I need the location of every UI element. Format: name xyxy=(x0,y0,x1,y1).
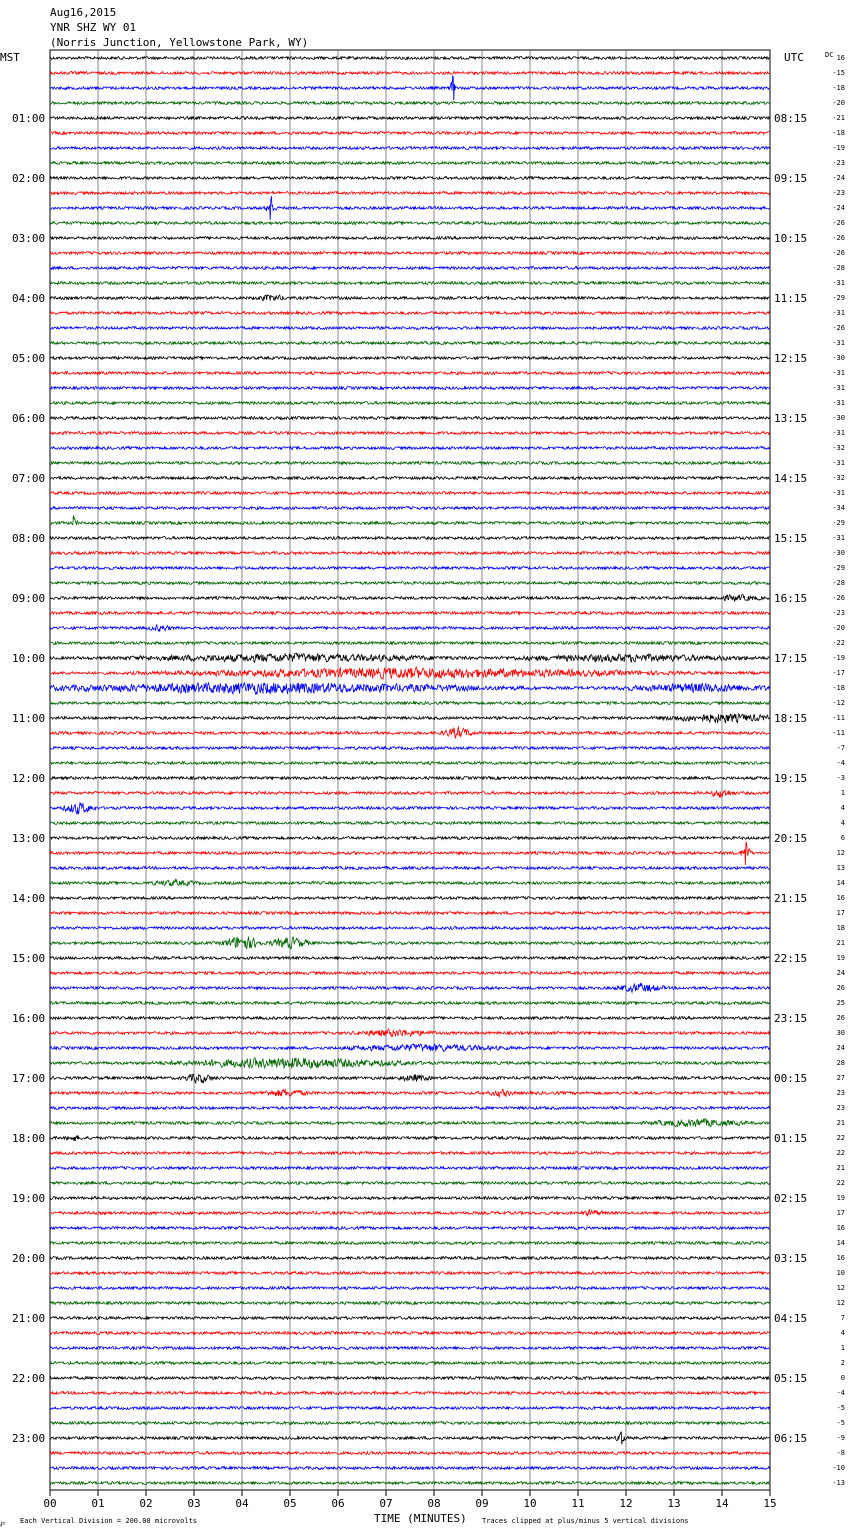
x-tick-label: 07 xyxy=(379,1497,393,1510)
x-tick-label: 00 xyxy=(43,1497,57,1510)
dc-offset-value: -26 xyxy=(832,594,845,602)
seismic-trace xyxy=(50,1210,769,1216)
right-time-label: 11:15 xyxy=(774,292,808,305)
seismic-trace xyxy=(50,1466,769,1469)
dc-offset-value: -32 xyxy=(832,474,845,482)
dc-offset-value: -21 xyxy=(832,114,845,122)
seismic-trace xyxy=(50,177,769,180)
seismic-trace xyxy=(50,612,769,615)
seismic-trace xyxy=(50,747,769,750)
seismic-trace xyxy=(50,461,769,464)
seismic-trace xyxy=(50,416,769,419)
dc-offset-value: 23 xyxy=(836,1104,845,1112)
seismic-trace xyxy=(50,1317,769,1320)
dc-offset-value: 13 xyxy=(836,864,845,872)
seismic-trace xyxy=(50,837,769,840)
seismic-trace xyxy=(50,714,769,723)
left-time-label: 14:00 xyxy=(12,892,46,905)
seismic-trace xyxy=(50,1074,769,1083)
left-time-label: 02:00 xyxy=(12,172,46,185)
seismic-trace xyxy=(50,447,769,450)
seismic-trace xyxy=(50,1272,769,1275)
dc-offset-value: 22 xyxy=(836,1149,845,1157)
dc-offset-value: 12 xyxy=(836,1299,845,1307)
dc-offset-value: -19 xyxy=(832,144,845,152)
x-tick-label: 02 xyxy=(139,1497,153,1510)
dc-offset-value: -5 xyxy=(836,1419,845,1427)
dc-offset-value: 23 xyxy=(836,1089,845,1097)
dc-offset-value: -17 xyxy=(832,669,845,677)
seismic-trace xyxy=(50,1167,769,1170)
seismic-trace xyxy=(50,492,769,495)
chart-station: YNR SHZ WY 01 xyxy=(50,21,137,34)
seismic-trace xyxy=(50,1182,769,1185)
dc-offset-value: -11 xyxy=(832,714,845,722)
dc-offset-value: -30 xyxy=(832,354,845,362)
corner-mark: ℘ xyxy=(0,1519,5,1527)
dc-offset-value: -11 xyxy=(832,729,845,737)
seismic-trace xyxy=(50,1452,769,1455)
seismic-trace xyxy=(50,1347,769,1350)
x-tick-label: 15 xyxy=(763,1497,777,1510)
right-time-label: 06:15 xyxy=(774,1432,808,1445)
left-time-label: 13:00 xyxy=(12,832,46,845)
dc-offset-value: 14 xyxy=(836,879,845,887)
seismic-trace xyxy=(50,515,769,525)
right-time-label: 01:15 xyxy=(774,1132,808,1145)
seismic-trace xyxy=(50,76,769,100)
dc-offset-value: -31 xyxy=(832,534,845,542)
seismic-trace xyxy=(50,957,769,960)
dc-offset-value: 16 xyxy=(836,894,845,902)
dc-offset-value: -4 xyxy=(836,1389,845,1397)
dc-offset-value: -20 xyxy=(832,624,845,632)
dc-offset-value: 14 xyxy=(836,1239,845,1247)
right-time-label: 02:15 xyxy=(774,1192,808,1205)
dc-offset-value: -15 xyxy=(832,69,845,77)
seismic-trace xyxy=(50,927,769,930)
seismic-trace xyxy=(50,866,769,869)
seismic-trace xyxy=(50,267,769,270)
seismic-trace xyxy=(50,842,769,865)
seismic-trace xyxy=(50,196,769,220)
dc-offset-value: -9 xyxy=(836,1434,845,1442)
right-time-label: 22:15 xyxy=(774,952,808,965)
seismic-trace xyxy=(50,1029,769,1036)
dc-offset-value: -26 xyxy=(832,219,845,227)
x-tick-label: 12 xyxy=(619,1497,633,1510)
chart-location: (Norris Junction, Yellowstone Park, WY) xyxy=(50,36,309,49)
seismic-trace xyxy=(50,1089,769,1097)
dc-offset-value: -31 xyxy=(832,384,845,392)
dc-offset-value: 1 xyxy=(840,789,845,797)
dc-offset-value: 16 xyxy=(836,54,845,62)
seismic-trace xyxy=(50,72,769,75)
seismic-trace xyxy=(50,595,769,602)
dc-offset-value: -29 xyxy=(832,519,845,527)
seismic-trace xyxy=(50,357,769,360)
dc-offset-value: 18 xyxy=(836,924,845,932)
dc-offset-value: 2 xyxy=(840,1359,845,1367)
seismic-trace xyxy=(50,702,769,705)
right-time-label: 23:15 xyxy=(774,1012,808,1025)
dc-offset-value: -5 xyxy=(836,1404,845,1412)
left-time-label: 04:00 xyxy=(12,292,46,305)
seismic-trace xyxy=(50,1432,769,1444)
right-time-label: 19:15 xyxy=(774,772,808,785)
dc-offset-value: -28 xyxy=(832,264,845,272)
dc-offset-value: -18 xyxy=(832,129,845,137)
dc-offset-value: -13 xyxy=(832,1479,845,1487)
seismic-trace xyxy=(50,937,769,950)
x-tick-label: 03 xyxy=(187,1497,201,1510)
seismic-trace xyxy=(50,682,769,694)
dc-offset-value: 1 xyxy=(840,1344,845,1352)
right-time-label: 21:15 xyxy=(774,892,808,905)
plot-frame xyxy=(50,50,770,1490)
left-timezone-label: MST xyxy=(0,51,20,64)
seismic-trace xyxy=(50,642,769,645)
dc-offset-value: 17 xyxy=(836,1209,845,1217)
seismic-trace xyxy=(50,1422,769,1425)
dc-offset-value: -10 xyxy=(832,1464,845,1472)
seismic-trace xyxy=(50,222,769,225)
seismic-trace xyxy=(50,567,769,570)
seismic-trace xyxy=(50,116,769,119)
seismic-trace xyxy=(50,1391,769,1394)
seismic-trace xyxy=(50,476,769,479)
right-time-label: 09:15 xyxy=(774,172,808,185)
dc-offset-column xyxy=(832,54,845,1487)
dc-offset-value: -23 xyxy=(832,609,845,617)
seismic-trace xyxy=(50,551,769,554)
x-tick-label: 06 xyxy=(331,1497,345,1510)
right-time-label: 16:15 xyxy=(774,592,808,605)
seismic-trace xyxy=(50,1135,769,1141)
seismic-trace xyxy=(50,162,769,165)
right-time-label: 00:15 xyxy=(774,1072,808,1085)
seismic-trace xyxy=(50,582,769,585)
left-time-label: 18:00 xyxy=(12,1132,46,1145)
dc-offset-value: 0 xyxy=(840,1374,845,1382)
left-time-label: 12:00 xyxy=(12,772,46,785)
dc-offset-value: -30 xyxy=(832,549,845,557)
x-tick-label: 08 xyxy=(427,1497,441,1510)
dc-offset-value: 24 xyxy=(836,969,845,977)
dc-offset-value: 21 xyxy=(836,1119,845,1127)
x-tick-label: 05 xyxy=(283,1497,297,1510)
dc-offset-value: -3 xyxy=(836,774,845,782)
seismic-trace xyxy=(50,1302,769,1305)
left-time-label: 16:00 xyxy=(12,1012,46,1025)
seismic-trace xyxy=(50,972,769,975)
seismic-trace xyxy=(50,402,769,405)
dc-offset-value: -26 xyxy=(832,249,845,257)
left-time-label: 19:00 xyxy=(12,1192,46,1205)
seismic-trace xyxy=(50,802,769,814)
seismic-trace xyxy=(50,1287,769,1290)
seismic-trace xyxy=(50,1407,769,1410)
seismic-trace xyxy=(50,295,769,301)
seismic-trace xyxy=(50,281,769,284)
seismic-trace xyxy=(50,1331,769,1334)
seismic-trace xyxy=(50,897,769,900)
seismic-trace xyxy=(50,1256,769,1259)
x-tick-label: 14 xyxy=(715,1497,729,1510)
seismic-trace xyxy=(50,667,769,679)
dc-offset-value: -18 xyxy=(832,684,845,692)
left-time-label: 23:00 xyxy=(12,1432,46,1445)
x-tick-label: 01 xyxy=(91,1497,105,1510)
seismic-traces xyxy=(50,57,769,1485)
dc-offset-value: 12 xyxy=(836,849,845,857)
dc-offset-value: 17 xyxy=(836,909,845,917)
dc-offset-header: DC xyxy=(825,51,834,59)
right-time-label: 14:15 xyxy=(774,472,808,485)
dc-offset-value: -31 xyxy=(832,339,845,347)
right-time-label: 12:15 xyxy=(774,352,808,365)
dc-offset-value: -19 xyxy=(832,654,845,662)
seismic-trace xyxy=(50,1377,769,1380)
dc-offset-value: 19 xyxy=(836,1194,845,1202)
dc-offset-value: -31 xyxy=(832,309,845,317)
dc-offset-value: -29 xyxy=(832,564,845,572)
x-tick-label: 10 xyxy=(523,1497,537,1510)
right-time-label: 17:15 xyxy=(774,652,808,665)
time-grid xyxy=(50,50,770,1490)
seismic-trace xyxy=(50,1196,769,1199)
seismic-trace xyxy=(50,537,769,540)
seismic-trace xyxy=(50,777,769,780)
dc-offset-value: -29 xyxy=(832,294,845,302)
right-time-label: 05:15 xyxy=(774,1372,808,1385)
dc-offset-value: -31 xyxy=(832,369,845,377)
chart-date: Aug16,2015 xyxy=(50,6,117,19)
seismic-trace xyxy=(50,327,769,330)
dc-offset-value: 27 xyxy=(836,1074,845,1082)
left-time-axis xyxy=(12,112,45,1445)
seismic-trace xyxy=(50,132,769,135)
dc-offset-value: 26 xyxy=(836,984,845,992)
left-time-label: 21:00 xyxy=(12,1312,46,1325)
dc-offset-value: -23 xyxy=(832,189,845,197)
dc-offset-value: 4 xyxy=(840,1329,845,1337)
dc-offset-value: -12 xyxy=(832,699,845,707)
seismic-trace xyxy=(50,879,769,886)
x-axis xyxy=(43,1490,776,1510)
right-time-label: 10:15 xyxy=(774,232,808,245)
seismic-trace xyxy=(50,983,769,992)
x-tick-label: 11 xyxy=(571,1497,585,1510)
dc-offset-value: -31 xyxy=(832,279,845,287)
right-time-label: 15:15 xyxy=(774,532,808,545)
seismic-trace xyxy=(50,653,769,662)
clip-note: Traces clipped at plus/minus 5 vertical divisions xyxy=(482,1517,689,1525)
dc-offset-value: -4 xyxy=(836,759,845,767)
dc-offset-value: 19 xyxy=(836,954,845,962)
dc-offset-value: 21 xyxy=(836,939,845,947)
dc-offset-value: -31 xyxy=(832,459,845,467)
dc-offset-value: 6 xyxy=(840,834,845,842)
seismic-trace xyxy=(50,762,769,765)
seismic-trace xyxy=(50,1058,769,1069)
seismic-trace xyxy=(50,387,769,390)
dc-offset-value: 16 xyxy=(836,1254,845,1262)
dc-offset-value: -31 xyxy=(832,429,845,437)
dc-offset-value: -7 xyxy=(836,744,845,752)
seismic-trace xyxy=(50,1044,769,1051)
dc-offset-value: 12 xyxy=(836,1284,845,1292)
left-time-label: 09:00 xyxy=(12,592,46,605)
right-time-label: 03:15 xyxy=(774,1252,808,1265)
left-time-label: 10:00 xyxy=(12,652,46,665)
dc-offset-value: 4 xyxy=(840,804,845,812)
dc-offset-value: -8 xyxy=(836,1449,845,1457)
left-time-label: 08:00 xyxy=(12,532,46,545)
x-tick-label: 04 xyxy=(235,1497,249,1510)
seismic-trace xyxy=(50,625,769,632)
dc-offset-value: 4 xyxy=(840,819,845,827)
x-axis-label: TIME (MINUTES) xyxy=(374,1512,467,1525)
right-time-axis xyxy=(774,112,807,1445)
seismic-trace xyxy=(50,1107,769,1110)
dc-offset-value: 16 xyxy=(836,1224,845,1232)
seismic-trace xyxy=(50,341,769,344)
left-time-label: 17:00 xyxy=(12,1072,46,1085)
dc-offset-value: 25 xyxy=(836,999,845,1007)
seismic-trace xyxy=(50,790,769,797)
left-time-label: 06:00 xyxy=(12,412,46,425)
seismic-trace xyxy=(50,101,769,104)
dc-offset-value: 7 xyxy=(840,1314,845,1322)
left-time-label: 20:00 xyxy=(12,1252,46,1265)
x-tick-label: 13 xyxy=(667,1497,681,1510)
seismic-trace xyxy=(50,1362,769,1365)
dc-offset-value: 22 xyxy=(836,1134,845,1142)
dc-offset-value: 28 xyxy=(836,1059,845,1067)
seismic-trace xyxy=(50,146,769,149)
seismic-trace xyxy=(50,237,769,240)
right-time-label: 13:15 xyxy=(774,412,808,425)
seismic-trace xyxy=(50,727,769,738)
dc-offset-value: -18 xyxy=(832,84,845,92)
dc-offset-value: -20 xyxy=(832,99,845,107)
dc-offset-value: -31 xyxy=(832,489,845,497)
right-timezone-label: UTC xyxy=(784,51,804,64)
dc-offset-value: -23 xyxy=(832,159,845,167)
seismic-trace xyxy=(50,372,769,375)
dc-offset-value: 22 xyxy=(836,1179,845,1187)
seismic-trace xyxy=(50,1001,769,1004)
seismic-trace xyxy=(50,252,769,255)
dc-offset-value: -31 xyxy=(832,399,845,407)
seismic-trace xyxy=(50,912,769,915)
left-time-label: 11:00 xyxy=(12,712,46,725)
right-time-label: 08:15 xyxy=(774,112,808,125)
dc-offset-value: 10 xyxy=(836,1269,845,1277)
left-time-label: 01:00 xyxy=(12,112,46,125)
seismic-trace xyxy=(50,432,769,435)
scale-note: Each Vertical Division = 200.00 microvolts xyxy=(20,1517,198,1525)
x-tick-label: 09 xyxy=(475,1497,489,1510)
dc-offset-value: -30 xyxy=(832,414,845,422)
dc-offset-value: -26 xyxy=(832,324,845,332)
seismic-trace xyxy=(50,1119,769,1127)
left-time-label: 15:00 xyxy=(12,952,46,965)
left-time-label: 03:00 xyxy=(12,232,46,245)
dc-offset-value: -34 xyxy=(832,504,845,512)
left-time-label: 07:00 xyxy=(12,472,46,485)
right-time-label: 18:15 xyxy=(774,712,808,725)
left-time-label: 05:00 xyxy=(12,352,46,365)
dc-offset-value: -24 xyxy=(832,174,845,182)
seismic-trace xyxy=(50,507,769,510)
dc-offset-value: -22 xyxy=(832,639,845,647)
seismic-trace xyxy=(50,1152,769,1155)
dc-offset-value: 30 xyxy=(836,1029,845,1037)
right-time-label: 20:15 xyxy=(774,832,808,845)
right-time-label: 04:15 xyxy=(774,1312,808,1325)
dc-offset-value: -32 xyxy=(832,444,845,452)
dc-offset-value: -28 xyxy=(832,579,845,587)
left-time-label: 22:00 xyxy=(12,1372,46,1385)
dc-offset-value: 26 xyxy=(836,1014,845,1022)
seismic-trace xyxy=(50,1242,769,1245)
dc-offset-value: 21 xyxy=(836,1164,845,1172)
dc-offset-value: -24 xyxy=(832,204,845,212)
seismic-trace xyxy=(50,1227,769,1230)
seismic-trace xyxy=(50,312,769,315)
seismic-trace xyxy=(50,192,769,195)
seismic-trace xyxy=(50,822,769,825)
seismic-trace xyxy=(50,1482,769,1485)
dc-offset-value: -26 xyxy=(832,234,845,242)
seismic-trace xyxy=(50,57,769,60)
dc-offset-value: 24 xyxy=(836,1044,845,1052)
seismic-trace xyxy=(50,1017,769,1020)
